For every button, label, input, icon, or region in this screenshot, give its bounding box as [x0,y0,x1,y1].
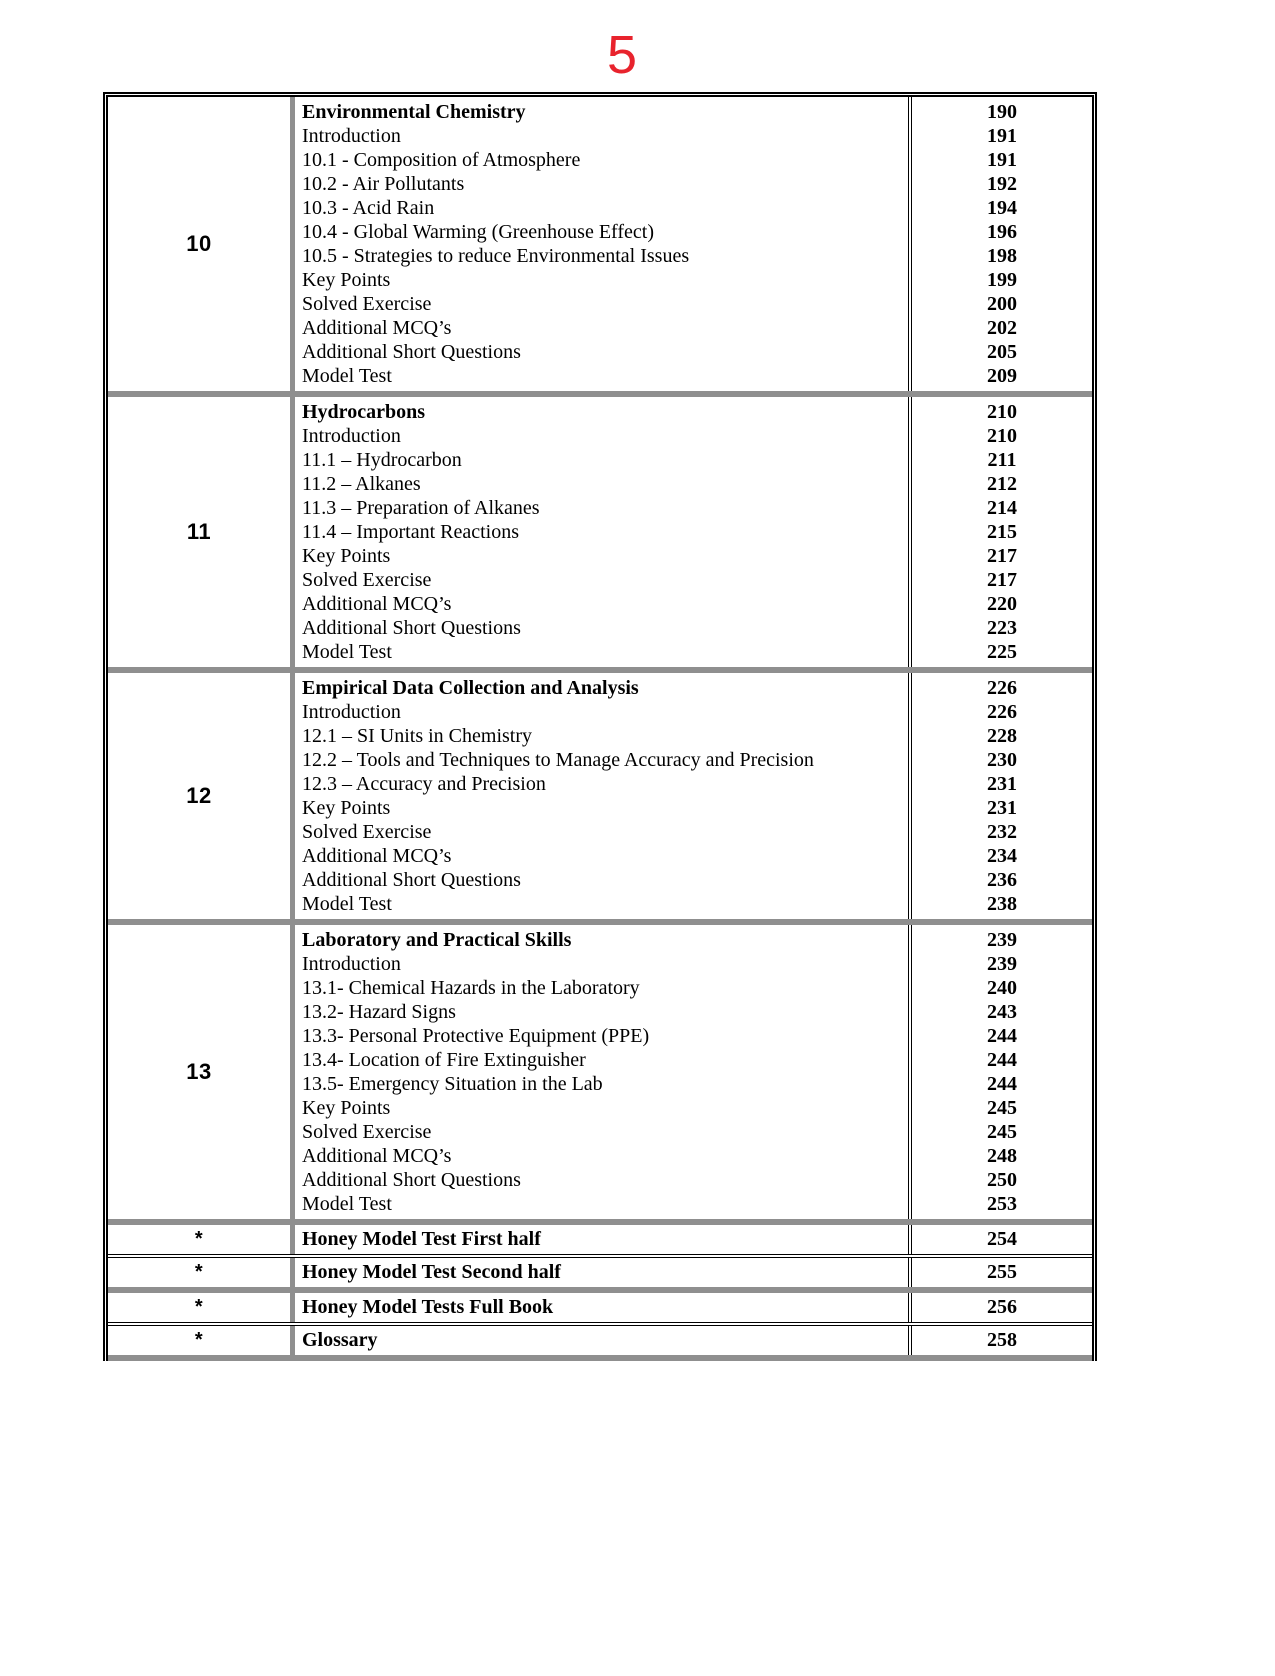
toc-entry-label: 12.3 – Accuracy and Precision [302,773,546,795]
toc-entry-page: 202 [987,317,1017,339]
toc-entry-label: 13.2- Hazard Signs [302,1001,456,1023]
toc-entry-page: 217 [987,545,1017,567]
toc-entry-page: 190 [987,101,1017,123]
toc-entry-label: Solved Exercise [302,293,432,315]
extra-row [108,1225,1092,1258]
toc-entry-page: 239 [987,929,1017,951]
toc-entry-page: 245 [987,1121,1017,1143]
extra-row-label-cell [295,1225,912,1254]
extra-row-label: Honey Model Test First half [302,1228,541,1250]
toc-entry-label: Additional Short Questions [302,1169,521,1191]
toc-entry-page: 209 [987,365,1017,387]
toc-entry-label: Additional Short Questions [302,341,521,363]
toc-entry-label: 11.2 – Alkanes [302,473,421,495]
chapter-block [108,397,1092,673]
toc-entry-page: 198 [987,245,1017,267]
toc-entry-label: Key Points [302,797,391,819]
toc-entry-page: 220 [987,593,1017,615]
extra-row-label-cell [295,1326,912,1355]
extra-row-page: 258 [987,1329,1017,1351]
toc-entry-label: 13.1- Chemical Hazards in the Laboratory [302,977,640,999]
toc-entry-label: Model Test [302,641,392,663]
toc-entry-label: Solved Exercise [302,569,432,591]
extra-row-marker: * [194,1261,204,1283]
toc-entry-label: Introduction [302,953,401,975]
toc-entry-label: Additional MCQ’s [302,593,452,615]
toc-entry-page: 228 [987,725,1017,747]
toc-entry-label: 13.3- Personal Protective Equipment (PPE) [302,1025,650,1047]
toc-entry-label: 10.1 - Composition of Atmosphere [302,149,581,171]
toc-entry-page: 217 [987,569,1017,591]
toc-entry-page: 230 [987,749,1017,771]
toc-entry-label: Model Test [302,893,392,915]
extra-row-page: 254 [987,1228,1017,1250]
toc-entry-page: 196 [987,221,1017,243]
toc-entry-page: 234 [987,845,1017,867]
toc-entry-page: 231 [987,773,1017,795]
extra-row-marker-cell [108,1225,295,1254]
chapter-pages [912,673,1092,919]
extra-row-page-cell [912,1293,1092,1322]
toc-entry-label: Additional MCQ’s [302,845,452,867]
extra-row-label-cell [295,1258,912,1287]
chapter-pages [912,925,1092,1219]
toc-entry-page: 199 [987,269,1017,291]
toc-entry-page: 212 [987,473,1017,495]
toc-table [103,92,1097,1361]
toc-entry-label: Additional MCQ’s [302,1145,452,1167]
toc-entry-label: Additional Short Questions [302,869,521,891]
extra-row-marker: * [194,1228,204,1250]
toc-entry-page: 236 [987,869,1017,891]
toc-entry-page: 244 [987,1073,1017,1095]
toc-entry-page: 240 [987,977,1017,999]
chapter-pages [912,97,1092,391]
toc-entry-page: 245 [987,1097,1017,1119]
toc-entry-label: Key Points [302,1097,391,1119]
toc-entry-label: Model Test [302,1193,392,1215]
chapter-number: 11 [186,519,212,544]
toc-entry-page: 211 [987,449,1017,471]
extra-row [108,1293,1092,1326]
toc-entry-page: 223 [987,617,1017,639]
chapter-titles [295,925,912,1219]
toc-entry-label: 10.5 - Strategies to reduce Environmental Issues [302,245,690,267]
chapter-number: 10 [186,231,212,256]
toc-entry-page: 232 [987,821,1017,843]
chapter-title: Empirical Data Collection and Analysis [302,677,639,699]
extra-row-marker: * [194,1329,204,1351]
toc-entry-page: 205 [987,341,1017,363]
toc-entry-page: 244 [987,1049,1017,1071]
toc-entry-label: 10.4 - Global Warming (Greenhouse Effect) [302,221,654,243]
toc-entry-label: 13.5- Emergency Situation in the Lab [302,1073,603,1095]
extra-row-page-cell [912,1326,1092,1355]
toc-entry-page: 226 [987,701,1017,723]
toc-entry-page: 210 [987,425,1017,447]
toc-entry-label: Additional Short Questions [302,617,521,639]
chapter-titles [295,673,912,919]
extra-row-page: 255 [987,1261,1017,1283]
toc-entry-label: 12.2 – Tools and Techniques to Manage Accuracy and Precision [302,749,814,771]
toc-entry-page: 191 [987,149,1017,171]
toc-entry-label: 11.1 – Hydrocarbon [302,449,462,471]
toc-entry-page: 239 [987,953,1017,975]
toc-entry-page: 210 [987,401,1017,423]
toc-entry-page: 238 [987,893,1017,915]
chapter-title: Hydrocarbons [302,401,425,423]
extra-row-page-cell [912,1225,1092,1254]
extra-row-marker-cell [108,1326,295,1355]
chapter-block [108,925,1092,1225]
toc-entry-label: Key Points [302,545,391,567]
toc-entry-page: 250 [987,1169,1017,1191]
toc-entry-page: 191 [987,125,1017,147]
toc-entry-label: 11.3 – Preparation of Alkanes [302,497,540,519]
chapter-title: Laboratory and Practical Skills [302,929,572,951]
toc-entry-page: 194 [987,197,1017,219]
toc-entry-page: 200 [987,293,1017,315]
extra-row-label: Honey Model Test Second half [302,1261,561,1283]
toc-entry-label: Introduction [302,425,401,447]
toc-entry-label: 13.4- Location of Fire Extinguisher [302,1049,586,1071]
toc-entry-label: 11.4 – Important Reactions [302,521,519,543]
toc-entry-page: 192 [987,173,1017,195]
page-number-header: 5 [606,25,638,85]
extra-row [108,1258,1092,1293]
page-header [103,26,1097,84]
chapter-number: 13 [186,1059,212,1084]
extra-row-marker-cell [108,1258,295,1287]
extra-row [108,1326,1092,1361]
toc-entry-page: 215 [987,521,1017,543]
chapter-titles [295,397,912,667]
chapter-number: 12 [186,783,212,808]
chapter-number-cell [108,673,295,919]
toc-entry-label: Introduction [302,701,401,723]
toc-entry-label: 10.3 - Acid Rain [302,197,435,219]
extra-row-label: Honey Model Tests Full Book [302,1296,554,1318]
toc-entry-label: Model Test [302,365,392,387]
chapter-number-cell [108,397,295,667]
extra-row-marker: * [194,1296,204,1318]
toc-entry-page: 248 [987,1145,1017,1167]
chapter-title: Environmental Chemistry [302,101,526,123]
extra-row-marker-cell [108,1293,295,1322]
toc-entry-label: 10.2 - Air Pollutants [302,173,465,195]
chapter-titles [295,97,912,391]
toc-entry-label: Solved Exercise [302,1121,432,1143]
extra-row-page: 256 [987,1296,1017,1318]
extra-row-page-cell [912,1258,1092,1287]
chapter-number-cell [108,97,295,391]
toc-entry-page: 253 [987,1193,1017,1215]
toc-entry-page: 231 [987,797,1017,819]
extra-row-label-cell [295,1293,912,1322]
toc-entry-page: 226 [987,677,1017,699]
toc-entry-page: 243 [987,1001,1017,1023]
toc-entry-page: 244 [987,1025,1017,1047]
chapter-block [108,97,1092,397]
toc-entry-label: Key Points [302,269,391,291]
chapter-number-cell [108,925,295,1219]
toc-entry-label: Additional MCQ’s [302,317,452,339]
chapter-pages [912,397,1092,667]
chapter-block [108,673,1092,925]
toc-entry-label: Solved Exercise [302,821,432,843]
toc-entry-page: 225 [987,641,1017,663]
toc-entry-page: 214 [987,497,1017,519]
toc-entry-label: 12.1 – SI Units in Chemistry [302,725,533,747]
toc-entry-label: Introduction [302,125,401,147]
extra-row-label: Glossary [302,1329,378,1351]
